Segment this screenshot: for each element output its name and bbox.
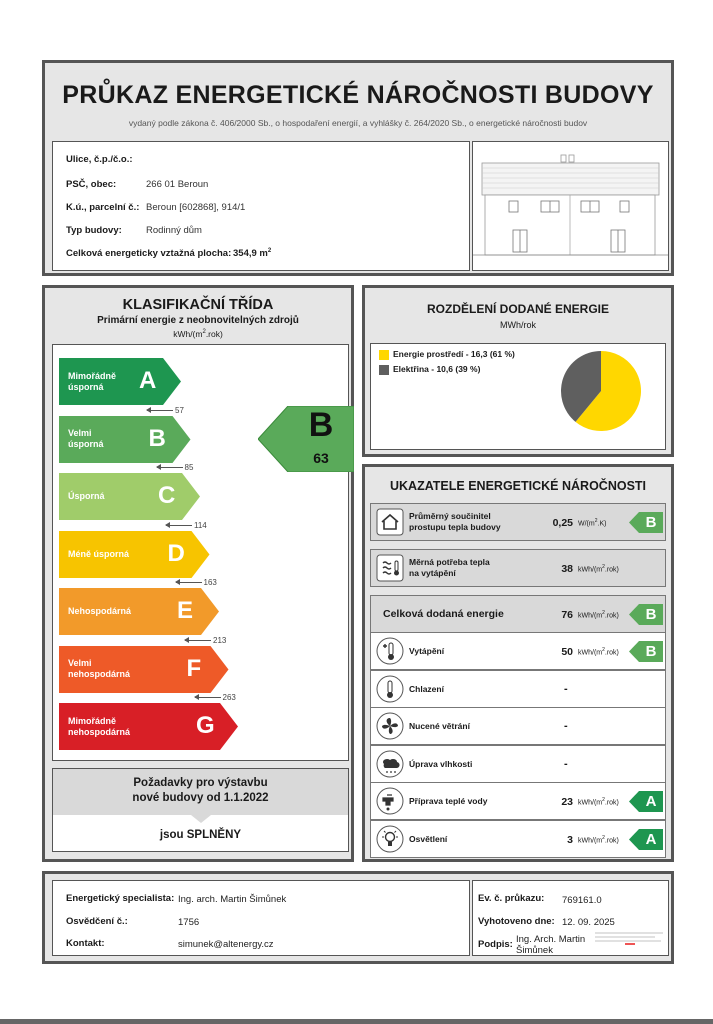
band-letter: B [148, 424, 166, 452]
ku-label: K.ú., parcelní č.: [66, 202, 140, 213]
indicator-unit: kWh/$(m^2.rok)$ [578, 647, 619, 657]
indicator-class-badge: B [629, 641, 663, 662]
current-class-value: 63 [313, 450, 329, 466]
indicator-label: Nucené větrání [409, 720, 470, 731]
classification-subtitle: Primární energie z neobnovitelných zdrojů [97, 315, 299, 326]
indicator-class-badge: A [629, 829, 663, 850]
band-label: Nehospodárná [68, 606, 132, 616]
indicator-label: Příprava teplé vody [409, 795, 488, 806]
page-subtitle: vydaný podle zákona č. 406/2000 Sb., o hospodaření energií, a vyhlášky č. 264/2020 Sb., o energetické náročnosti budov [128, 118, 588, 128]
ev-label: Ev. č. průkazu: [478, 893, 545, 904]
band-label: Méně úsporná [68, 548, 130, 559]
indicator-unit: kWh/$(m^2.rok)$ [578, 797, 619, 807]
indicators-panel [362, 464, 674, 862]
indicator-label: Měrná potřeba tepla na vytápění [409, 557, 490, 578]
indicator-value: - [564, 720, 568, 732]
indicator-label: Průměrný součinitel prostupu tepla budovy [409, 511, 501, 532]
issued-value: 12. 09. 2025 [562, 917, 615, 928]
band-label: Úsporná [68, 491, 105, 501]
indicator-class-badge: B [629, 512, 663, 533]
band-letter: G [196, 712, 215, 739]
band-threshold: 85 [157, 463, 194, 472]
psc-value: 266 01 Beroun [146, 179, 209, 190]
indicator-row [370, 820, 666, 858]
energy-band-e [59, 588, 221, 635]
requirements-pointer-icon [191, 815, 211, 823]
distribution-panel [362, 285, 674, 457]
indicator-row [370, 503, 666, 541]
band-threshold: 163 [176, 578, 217, 587]
cert-value: 1756 [178, 917, 200, 928]
band-threshold: 213 [185, 636, 226, 645]
building-image [472, 141, 669, 271]
contact-label: Kontakt: [66, 938, 105, 949]
certificate-info [472, 880, 669, 956]
band-label: Velmi úsporná [68, 428, 104, 449]
band-label: Velmi nehospodárná [68, 658, 131, 679]
energy-band-b [59, 416, 193, 463]
indicator-class-badge: B [629, 604, 663, 625]
band-label: Mimořádně nehospodárná [68, 715, 131, 737]
indicator-value: - [564, 758, 568, 770]
indicator-label: Osvětlení [409, 833, 448, 844]
area-value: 354,9 $m^2$ [233, 248, 272, 260]
distribution-unit: MWh/rok [500, 320, 536, 330]
current-class-marker [258, 406, 354, 472]
current-class-letter: B [308, 406, 334, 444]
specialist-label: Energetický specialista: [66, 893, 175, 904]
energy-band-a [59, 358, 183, 405]
classification-title: KLASIFIKAČNÍ TŘÍDA [122, 297, 274, 313]
tap-icon [376, 787, 404, 815]
indicator-row [370, 745, 666, 783]
sign-label: Podpis: [478, 939, 513, 950]
energy-band-f [59, 646, 231, 693]
band-letter: F [186, 654, 202, 682]
bottom-bar [0, 1019, 713, 1024]
indicator-value: 76 [561, 609, 573, 621]
energy-band-d [59, 531, 212, 578]
specialist-value: Ing. arch. Martin Šimůnek [178, 894, 287, 905]
indicator-value: 23 [561, 796, 573, 808]
building-info [52, 141, 470, 271]
contact-value: simunek@altenergy.cz [178, 939, 274, 950]
indicators-title: UKAZATELE ENERGETICKÉ NÁROČNOSTI [389, 479, 647, 493]
ev-value: 769161.0 [562, 895, 602, 906]
indicator-label: Chlazení [409, 683, 444, 694]
page-title: PRŮKAZ ENERGETICKÉ NÁROČNOSTI BUDOVY [62, 81, 654, 109]
digital-signature-stamp-icon [595, 929, 665, 953]
legend-item: Energie prostředí - 16,3 (61 %) [379, 349, 515, 360]
band-letter: A [139, 367, 157, 394]
indicator-row [370, 632, 666, 670]
band-letter: C [158, 482, 176, 509]
band-letter: E [177, 597, 194, 624]
type-label: Typ budovy: [66, 225, 122, 236]
legend-swatch [379, 350, 389, 360]
indicator-value: 3 [567, 834, 573, 846]
indicator-label: Vytápění [409, 645, 445, 656]
indicator-value: 38 [561, 563, 573, 575]
band-threshold: 263 [195, 693, 236, 702]
indicator-row [370, 670, 666, 708]
indicator-unit: $W/(m^2.K)$ [578, 518, 607, 528]
issued-label: Vyhotoveno dne: [478, 916, 555, 927]
indicator-value: 50 [561, 646, 573, 658]
energy-band-g [59, 703, 240, 750]
indicator-label: Celková dodaná energie [383, 607, 504, 620]
distribution-chart [370, 343, 666, 450]
energy-band-c [59, 473, 202, 520]
band-letter: D [167, 539, 185, 567]
humidity-icon [376, 750, 404, 778]
fan-icon [376, 712, 404, 740]
bulb-icon [376, 825, 404, 853]
footer-panel [42, 871, 674, 964]
header-panel [42, 60, 674, 276]
type-value: Rodinný dům [146, 225, 202, 236]
psc-label: PSČ, obec: [66, 179, 117, 190]
indicator-row [370, 595, 666, 633]
indicator-unit: kWh/$(m^2.rok)$ [578, 564, 619, 574]
thermometer-plus-icon [376, 637, 404, 665]
indicator-row [370, 782, 666, 820]
requirements-result: jsou SPLNĚNY [159, 829, 242, 841]
band-label: Mimořádně úsporná [68, 370, 117, 392]
specialist-info [52, 880, 470, 956]
ku-value: Beroun [602868], 914/1 [146, 202, 246, 213]
thermometer-icon [376, 675, 404, 703]
distribution-title: ROZDĚLENÍ DODANÉ ENERGIE [426, 302, 609, 316]
classification-unit: kWh/$(m^2.rok)$ [173, 329, 223, 339]
legend-swatch [379, 365, 389, 375]
legend-item: Elektřina - 10,6 (39 %) [379, 364, 480, 375]
indicator-row [370, 549, 666, 587]
signature-name: Ing. Arch. Martin Šimůnek [516, 934, 586, 956]
classification-panel [42, 285, 354, 862]
pie-chart [556, 346, 646, 436]
requirements-box [52, 768, 349, 852]
house-icon [376, 508, 404, 536]
cert-label: Osvědčení č.: [66, 916, 128, 927]
house-drawing-icon [473, 142, 668, 270]
indicator-value: - [564, 683, 568, 695]
requirements-header: Požadavky pro výstavbu nové budovy od 1.1.2022 [53, 769, 348, 815]
band-threshold: 114 [166, 521, 207, 530]
indicator-class-badge: A [629, 791, 663, 812]
indicator-row [370, 707, 666, 745]
indicator-value: 0,25 [552, 517, 573, 529]
heat-icon [376, 554, 404, 582]
address-label: Ulice, č.p./č.o.: [66, 154, 133, 165]
indicator-unit: kWh/$(m^2.rok)$ [578, 610, 619, 620]
indicator-unit: kWh/$(m^2.rok)$ [578, 835, 619, 845]
indicator-label: Úprava vlhkosti [409, 758, 473, 769]
area-label: Celková energeticky vztažná plocha: [66, 248, 232, 259]
energy-scale [52, 344, 349, 761]
band-threshold: 57 [147, 406, 184, 415]
